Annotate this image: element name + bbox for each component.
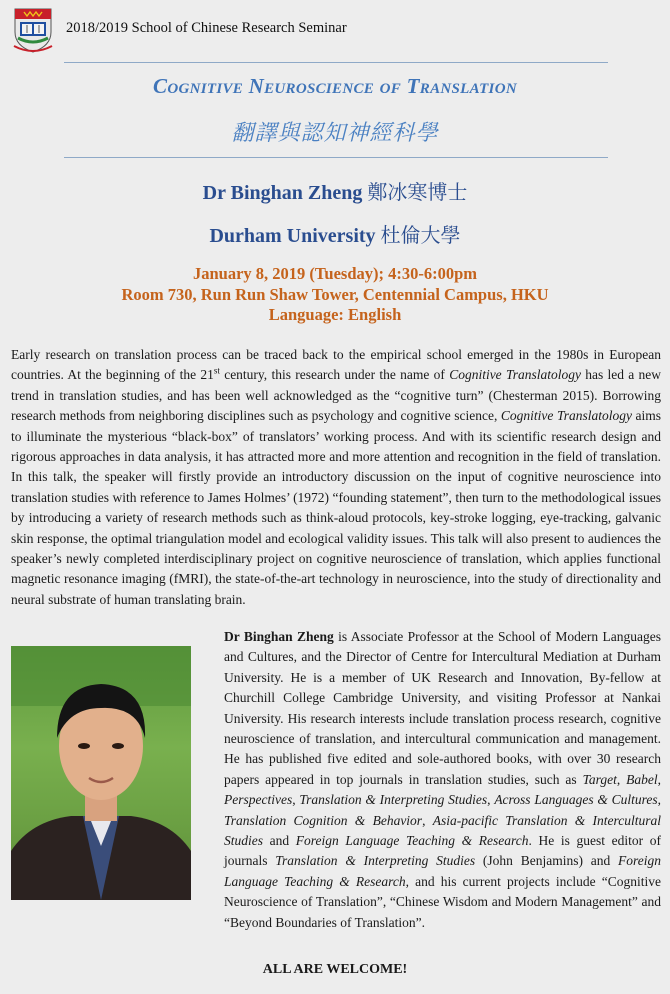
- bio-text-2: . He is guest editor of journals: [224, 833, 661, 869]
- abstract-paragraph: [11, 345, 661, 610]
- hku-crest-icon: [12, 6, 54, 54]
- abstract-text-3: has led a new trend in translation studies, and has been well acknowledged as the “cognitive turn” (Chesterman 2015). Borrowing research methods from neighboring disciplines such as psychology and cognitive science,: [11, 367, 661, 424]
- bio-text-1: is Associate Professor at the School of Modern Languages and Cultures, and the Director of Centre for Intercultural Mediation at Durham University. He is a member of UK Research and Innovation, By-fellow at Churchill College Cambridge University, and visiting Professor at Nankai University. His research interests include translation process research, cognitive neuroscience of translation, and intercultural communication and management. He has published five edited and sole-authored books, with over 30 research papers appeared in top journals in translation studies, such as: [224, 629, 662, 787]
- bio-sep-4: ,: [487, 792, 495, 808]
- journal-fltr-2: Foreign Language Teaching & Research: [224, 853, 661, 889]
- journal-tis-2: Translation & Interpreting Studies: [275, 853, 476, 869]
- speaker-name-en: Dr Binghan Zheng: [202, 182, 363, 204]
- journal-apt: Asia-pacific Translation & Intercultural Studies: [224, 812, 661, 849]
- journal-tcb: Translation Cognition & Behavior: [224, 812, 423, 828]
- journal-tis: Translation & Interpreting Studies: [299, 792, 488, 808]
- speaker-affiliation: [0, 219, 670, 248]
- bio-sep-6: ,: [422, 812, 433, 828]
- journal-target: Target: [582, 771, 617, 787]
- bio-sep-5: ,: [657, 792, 661, 808]
- talk-title-chinese: 翻譯與認知神經科學: [231, 121, 439, 146]
- speaker-name: [0, 176, 670, 205]
- event-venue: Room 730, Run Run Shaw Tower, Centennial Campus, HKU: [121, 285, 549, 304]
- bio-speaker-name: Dr Binghan Zheng: [224, 629, 334, 644]
- abstract-term-2: Cognitive Translatology: [500, 408, 632, 424]
- bio-sep-2: ,: [657, 771, 662, 787]
- bio-sep-7: and: [263, 833, 296, 849]
- journal-fltr: Foreign Language Teaching & Research: [295, 833, 529, 849]
- top-divider: [64, 62, 608, 63]
- header: [12, 6, 652, 56]
- event-language: Language: English: [268, 305, 402, 324]
- abstract-text-4: aims to illuminate the mysterious “black-box” of translators’ working process. And with its scientific research design and rigorous approaches in data analysis, it has attracted more and more attention and recognition in the field of translation. In this talk, the speaker will firstly provide an introductory discussion on the input of cognitive neuroscience into translation studies with reference to James Holmes’ (1972) “founding statement”, then turn to the methodological issues by introducing a variety of research methods such as think-aloud protocols, key-stroke logging, eye-tracking, galvanic skin response, the optimal triangulation model and ecological validity issues. This talk will also present to audiences the speaker’s newly completed interdisciplinary project on cognitive neuroscience of translation, which applies functional magnetic resonance imaging (fMRI), the state-of-the-art technology in neuroscience, into the study of directionality and neural substrate of human translating brain.: [11, 408, 662, 607]
- affiliation-zh: 杜倫大學: [380, 223, 461, 247]
- journal-babel: Babel: [626, 771, 658, 787]
- speaker-name-zh: 鄭冰寒博士: [367, 180, 468, 204]
- event-datetime: January 8, 2019 (Tuesday); 4:30-6:00pm: [192, 264, 478, 283]
- welcome-note: ALL ARE WELCOME!: [262, 962, 408, 977]
- abstract-term-1: Cognitive Translatology: [449, 367, 581, 383]
- speaker-bio-paragraph: [224, 627, 661, 933]
- bio-sep-1: ,: [616, 771, 627, 787]
- affiliation-en: Durham University: [209, 225, 376, 247]
- journal-perspectives: Perspectives: [224, 792, 293, 808]
- bio-text-3: (John Benjamins) and: [475, 853, 618, 869]
- bio-sep-3: ,: [292, 792, 300, 808]
- abstract-superscript: st: [213, 365, 220, 376]
- bio-text-4: , and his current projects include “Cognitive Neuroscience of Translation”, “Chinese Wisdom and Modern Management” and “Beyond Boundaries of Translation”.: [224, 873, 662, 930]
- speaker-portrait-image: [11, 646, 191, 900]
- talk-title: Cognitive Neuroscience of Translation: [153, 74, 517, 98]
- seminar-series-label: 2018/2019 School of Chinese Research Seminar: [66, 20, 347, 36]
- portrait-illustration: [11, 646, 191, 900]
- title-divider: [64, 157, 608, 158]
- abstract-text-2: century, this research under the name of: [219, 367, 450, 383]
- journal-alc: Across Languages & Cultures: [494, 792, 658, 808]
- abstract-text-1: Early research on translation process can be traced back to the empirical school emerged in the 1980s in European countries. At the beginning of the 21: [11, 347, 661, 383]
